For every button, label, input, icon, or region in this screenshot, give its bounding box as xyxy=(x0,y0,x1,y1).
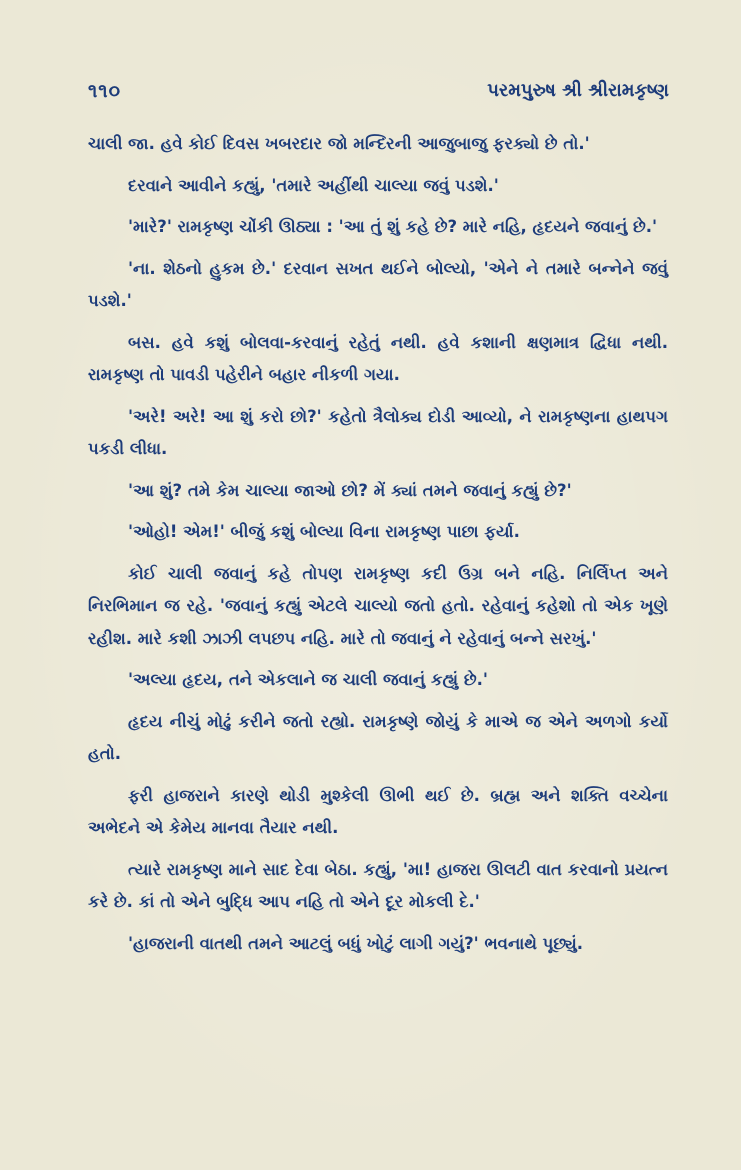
paragraph: ત્યારે રામકૃષ્ણ માને સાદ દેવા બેઠા. કહ્યું, 'મા! હાજરા ઊલટી વાત કરવાનો પ્રયત્ન કરે છે. કાં તો એને બુદ્ધિ આપ નહિ તો એને દૂર મોકલી દે.' xyxy=(88,859,668,911)
paragraph: ચાલી જા. હવે કોઈ દિવસ ખબરદાર જો મન્દિરની આજુબાજુ ફરક્યો છે તો.' xyxy=(88,134,590,153)
paragraph: હૃદય નીચું મોઢું કરીને જતો રહ્યો. રામકૃષ્ણે જોયું કે માએ જ એને અળગો કર્યો હતો. xyxy=(88,711,668,763)
paragraph: 'અલ્યા હૃદય, તને એકલાને જ ચાલી જવાનું કહ્યું છે.' xyxy=(128,670,488,689)
paragraph: કોઈ ચાલી જવાનું કહે તોપણ રામકૃષ્ણ કદી ઉગ્ર બને નહિ. નિર્લિપ્ત અને નિરભિમાન જ રહે. 'જવાનું કહ્યું એટલે ચાલ્યો જતો હતો. રહેવાનું કહેશો તો એક ખૂણે રહીશ. મારે કશી ઝાઝી લપછપ નહિ. મારે તો જવાનું ને રહેવાનું બન્ને સરખું.' xyxy=(88,563,668,648)
body-text xyxy=(88,128,668,969)
paragraph: 'મારે?' રામકૃષ્ણ ચોંકી ઊઠ્યા : 'આ તું શું કહે છે? મારે નહિ, હૃદયને જવાનું છે.' xyxy=(128,217,658,236)
paragraph: 'આ શું? તમે કેમ ચાલ્યા જાઓ છો? મેં ક્યાં તમને જવાનું કહ્યું છે?' xyxy=(128,480,572,500)
paragraph: 'હાજરાની વાતથી તમને આટલું બધું ખોટું લાગી ગયું?' ભવનાથે પૂછ્યું. xyxy=(128,933,584,953)
page-header xyxy=(88,80,669,114)
paragraph: બસ. હવે કશું બોલવા-કરવાનું રહેતું નથી. હવે કશાની ક્ષણમાત્ર દ્વિધા નથી. રામકૃષ્ણ તો પાવડી પહેરીને બહાર નીકળી ગયા. xyxy=(88,332,668,384)
page-number: ૧૧૦ xyxy=(88,80,122,102)
paragraph: 'ના. શેઠનો હુકમ છે.' દરવાન સખત થઈને બોલ્યો, 'એને ને તમારે બન્નેને જવું પડશે.' xyxy=(88,258,668,310)
paragraph: 'ઓહો! એમ!' બીજું કશું બોલ્યા વિના રામકૃષ્ણ પાછા ફર્યા. xyxy=(128,522,520,541)
paragraph: દરવાને આવીને કહ્યું, 'તમારે અહીંથી ચાલ્યા જવું પડશે.' xyxy=(128,175,499,195)
paragraph: ફરી હાજરાને કારણે થોડી મુશ્કેલી ઊભી થઈ છે. બ્રહ્મ અને શક્તિ વચ્ચેના અભેદને એ કેમેય માનવા તૈયાર નથી. xyxy=(88,785,668,837)
running-title: પરમપુરુષ શ્રી શ્રીરામકૃષ્ણ xyxy=(487,80,669,101)
paragraph: 'અરે! અરે! આ શું કરો છો?' કહેતો ત્રૈલોક્ય દોડી આવ્યો, ને રામકૃષ્ણના હાથપગ પકડી લીધા. xyxy=(88,406,668,458)
